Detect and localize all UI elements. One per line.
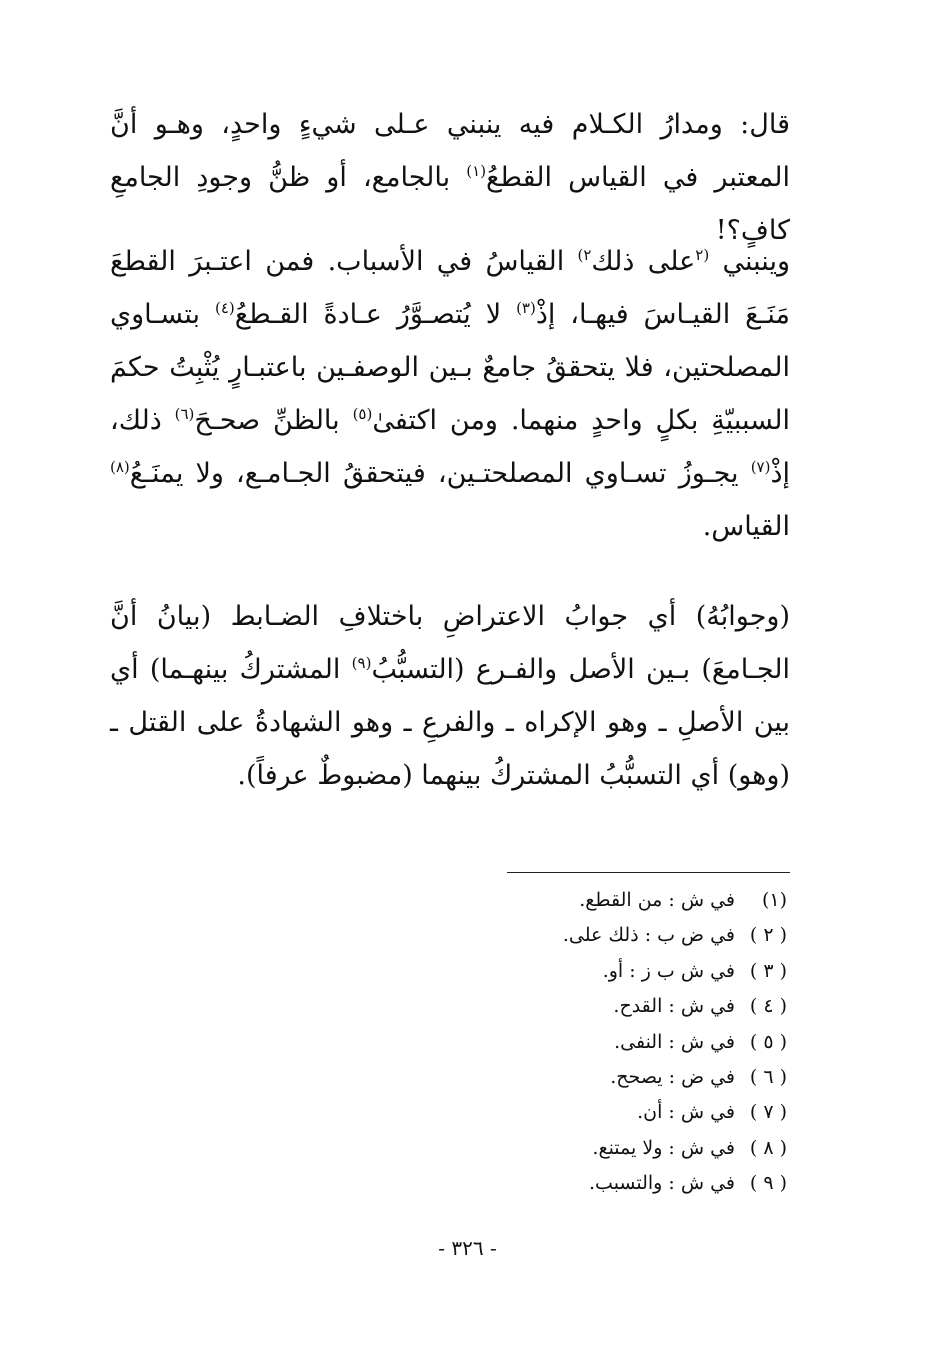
footnote-ref: (٦) — [174, 405, 195, 423]
paragraph-2 — [110, 235, 790, 553]
footnote-item — [563, 989, 787, 1024]
text-run: يجـوزُ تسـاوي المصلحتـين، فيتحققُ الجـامـع، ولا يمنَـعُ — [129, 458, 751, 489]
footnote-ref: (٨) — [110, 458, 130, 476]
footnote-item — [563, 1131, 787, 1166]
text-run: على ذلك — [591, 246, 696, 277]
footnote-item — [563, 1025, 787, 1060]
text-run: وينبني — [709, 246, 790, 277]
footnote-number: ( ٨ ) — [749, 1136, 787, 1159]
footnote-item — [563, 883, 787, 918]
text-run: المشتركُ بينهـما) أي بين الأصلِ ـ وهو الإكراه ـ والفرعِ ـ وهو الشهادةُ على القتل ـ (وهو) أي التسبُّبُ المشتركُ بينهما (مضبوطٌ عرفاً). — [110, 654, 790, 791]
footnotes-list — [563, 883, 787, 1202]
paragraph-1 — [110, 98, 790, 257]
footnote-number: ( ٩ ) — [749, 1172, 787, 1195]
page-number: - ٣٢٦ - — [438, 1236, 497, 1260]
footnote-ref: (٥) — [352, 405, 373, 423]
paragraph-text — [110, 590, 790, 802]
paragraph-3 — [110, 590, 790, 802]
text-run: (وجوابُهُ) أي جوابُ الاعتراضِ باختلافِ الضـابط (بيانُ أنَّ الجـامعَ) بـين الأصل والفـرع (التسبُّبُ — [110, 601, 791, 685]
footnote-item — [563, 918, 787, 953]
paragraph-text — [110, 98, 790, 257]
footnote-text: في ش : النفى. — [614, 1030, 735, 1053]
footnote-item — [563, 954, 787, 989]
footnote-divider — [507, 872, 790, 873]
footnote-number: ( ٤ ) — [749, 995, 787, 1018]
footnote-item — [563, 1060, 787, 1095]
footnote-item — [563, 1166, 787, 1201]
footnote-ref: (٢ — [695, 246, 710, 264]
text-run: بتسـاوي المصلحتين، فلا يتحققُ جامعٌ بـين الوصفـين باعتبـارٍ يُثْبِتُ حكمَ السببيّةِ بكلٍ واحدٍ منهما. ومن اكتفىٰ — [110, 299, 791, 436]
text-run: ذلك، إذْ — [110, 405, 790, 489]
footnote-item — [563, 1095, 787, 1130]
text-run: القياسُ في الأسباب. فمن اعتـبرَ القطعَ مَنَـعَ القيـاسَ فيهـا، إذْ — [110, 246, 790, 330]
footnote-number: ( ٧ ) — [749, 1101, 787, 1124]
footnote-ref: (٤) — [214, 299, 235, 317]
footnote-number: ( ٥ ) — [749, 1030, 787, 1053]
text-run: لا يُتصـوَّرُ عـادةً القـطعُ — [234, 299, 517, 330]
footnote-ref: (١) — [466, 162, 487, 180]
footnote-number: ( ٣ ) — [749, 959, 787, 982]
text-run: بالجامع، أو ظنُّ وجودِ الجامعِ كافٍ؟! — [110, 162, 790, 246]
footnote-ref: ٢) — [577, 246, 592, 264]
footnote-text: في ش : والتسبب. — [589, 1172, 735, 1195]
footnote-text: في ض : يصحح. — [610, 1066, 735, 1089]
text-run: بالظنِّ صحـحَ — [194, 405, 353, 436]
text-run: قال: ومدارُ الكـلام فيه ينبني عـلى شيءٍ واحدٍ، وهـو أنَّ المعتبر في القياس القطعُ — [110, 109, 790, 193]
footnote-number: (١) — [761, 889, 787, 911]
text-run: القياس. — [702, 511, 790, 542]
footnote-ref: (٣) — [516, 299, 536, 317]
footnote-number: ( ٢ ) — [749, 924, 787, 947]
paragraph-text — [110, 235, 790, 553]
footnote-ref: (٩) — [351, 654, 372, 672]
footnote-text: في ش : من القطع. — [579, 889, 735, 911]
footnote-ref: (٧) — [750, 458, 771, 476]
footnote-text: في ض ب : ذلك على. — [562, 924, 735, 947]
footnote-text: في ش ب ز : أو. — [602, 959, 735, 982]
footnote-text: في ش : ولا يمتنع. — [592, 1136, 735, 1159]
footnote-number: ( ٦ ) — [749, 1066, 787, 1089]
footnote-text: في ش : القدح. — [613, 995, 735, 1018]
footnote-text: في ش : أن. — [637, 1101, 735, 1124]
